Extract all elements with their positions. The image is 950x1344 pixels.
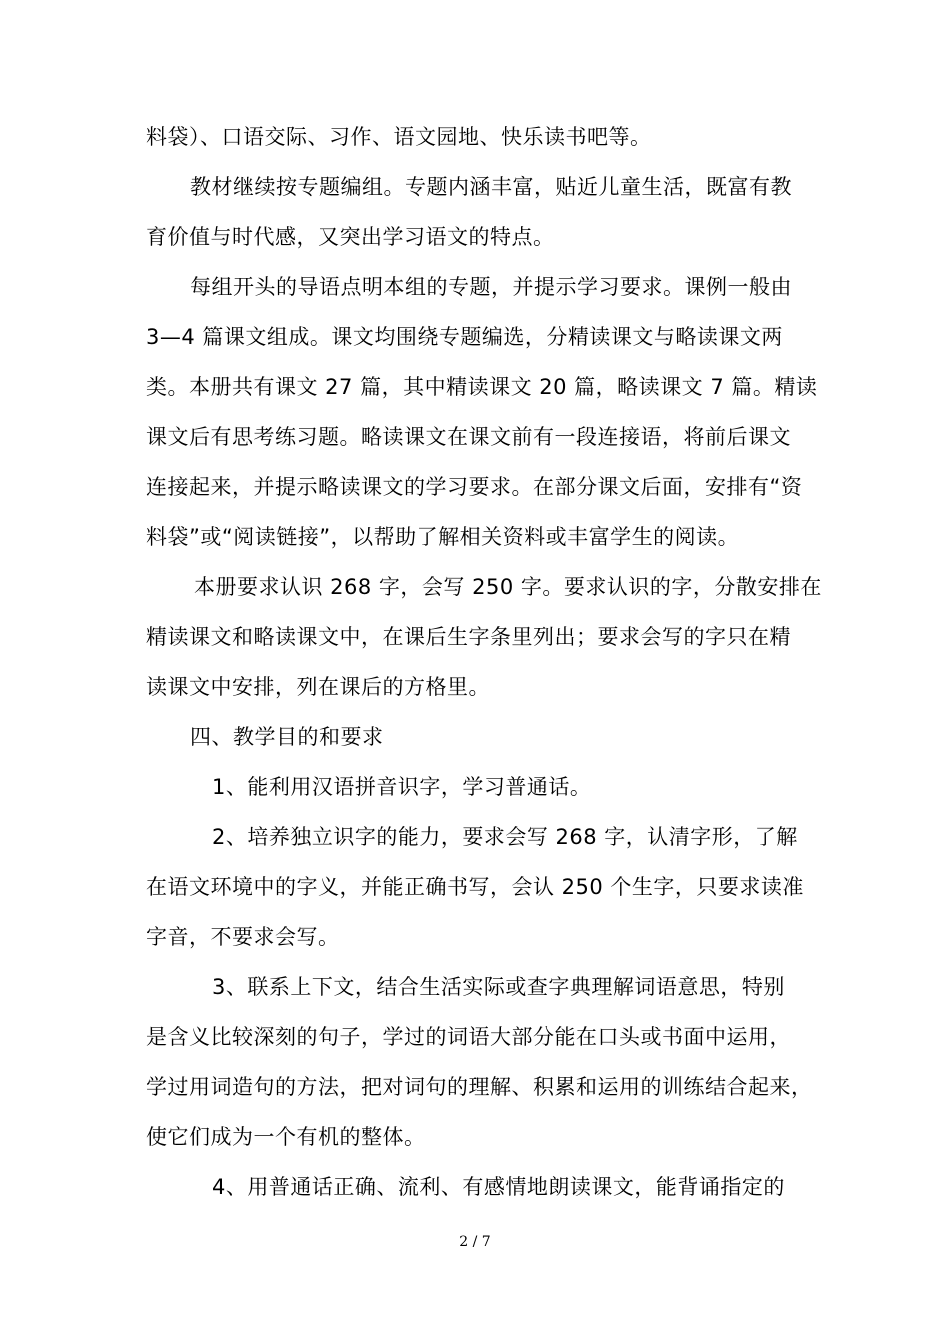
- text-line: 字音，不要求会写。: [146, 925, 340, 949]
- text-line: 育价值与时代感，又突出学习语文的特点。: [146, 225, 555, 249]
- document-body: [146, 112, 822, 1212]
- text-line: 本册要求认识 268 字，会写 250 字。要求认识的字，分散安排在: [194, 575, 822, 599]
- text-line: 教材继续按专题编组。专题内涵丰富，贴近儿童生活，既富有教: [190, 175, 792, 199]
- text-line: 课文后有思考练习题。略读课文在课文前有一段连接语，将前后课文: [146, 425, 791, 449]
- text-line: 在语文环境中的字义，并能正确书写，会认 250 个生字，只要求读准: [146, 875, 804, 899]
- page-number: 2 / 7: [459, 1234, 491, 1250]
- text-line: 连接起来，并提示略读课文的学习要求。在部分课文后面，安排有“资: [146, 475, 803, 499]
- list-item: 1、能利用汉语拼音识字，学习普通话。: [212, 775, 592, 799]
- text-line: 使它们成为一个有机的整体。: [146, 1125, 426, 1149]
- list-item: 2、培养独立识字的能力，要求会写 268 字，认清字形，了解: [212, 825, 798, 849]
- text-line: 料袋）、口语交际、习作、语文园地、快乐读书吧等。: [146, 125, 652, 149]
- text-line: 学过用词造句的方法，把对词句的理解、积累和运用的训练结合起来，: [146, 1075, 813, 1099]
- text-line: 精读课文和略读课文中，在课后生字条里列出；要求会写的字只在精: [146, 625, 791, 649]
- text-line: 读课文中安排，列在课后的方格里。: [146, 675, 490, 699]
- list-item: 3、联系上下文，结合生活实际或查字典理解词语意思，特别: [212, 975, 785, 999]
- section-heading: 四、教学目的和要求: [190, 725, 384, 749]
- text-line: 每组开头的导语点明本组的专题，并提示学习要求。课例一般由: [190, 275, 792, 299]
- text-line: 料袋”或“阅读链接”，以帮助了解相关资料或丰富学生的阅读。: [146, 525, 740, 549]
- text-line: 类。本册共有课文 27 篇，其中精读课文 20 篇，略读课文 7 篇。精读: [146, 375, 818, 399]
- text-line: 是含义比较深刻的句子，学过的词语大部分能在口头或书面中运用，: [146, 1025, 791, 1049]
- text-line: 3—4 篇课文组成。课文均围绕专题编选，分精读课文与略读课文两: [146, 325, 783, 349]
- list-item: 4、用普通话正确、流利、有感情地朗读课文，能背诵指定的: [212, 1175, 785, 1199]
